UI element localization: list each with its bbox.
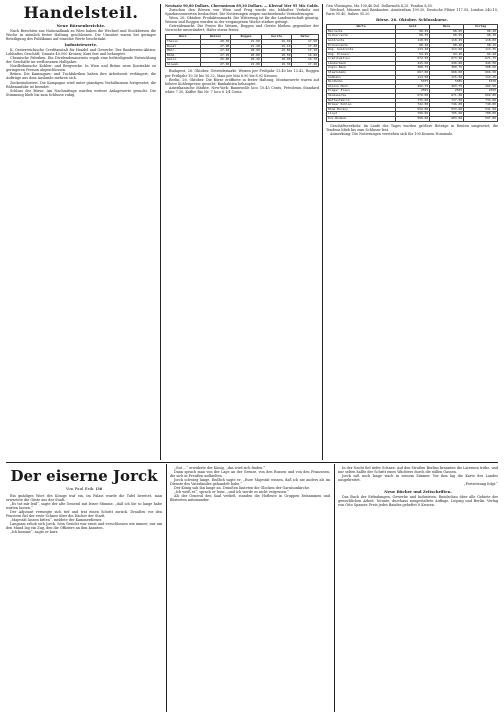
table-cell: Dux-Bodenb. (327, 117, 396, 122)
table-cell: Mähr. (166, 49, 201, 54)
table-cell: 669.00 (464, 94, 498, 99)
table-cell: 446.00 (430, 61, 464, 66)
table-cell: 2565 (430, 89, 464, 94)
paragraph: Geschäftsverkehr. Im Laufe des Tages wurden größere Beträge in Renten umgesetzt; die Tendenz blieb bis zum Schlusse fest. (326, 123, 498, 132)
paragraph: Nach Berichten aus Nationalbank zu Wien haben die Wechsel und Stockbörsen die Woche in ziemlich fester Haltung geschlossen. Die Umsätze waren bei geringer Beteiligung des Publikums auf einzelne Werte beschränkt. (6, 29, 156, 42)
table-cell: 118.25 (430, 38, 464, 43)
table-cell: Banat (166, 44, 201, 49)
table-header-cell: Weizen (200, 35, 231, 40)
table-cell: 17.10 (292, 49, 319, 54)
table-cell: 98.40 (430, 43, 464, 48)
table-cell: Lloyd (327, 112, 396, 117)
table-row (166, 62, 319, 67)
table-cell: 118.05 (396, 38, 430, 43)
table-cell: Ung. Kronenr. (327, 52, 396, 57)
feuilleton-column-3 (338, 466, 498, 712)
table-cell: 98.65 (430, 29, 464, 34)
table-cell: 118.00 (464, 38, 498, 43)
paragraph: Amerikanische Märkte. New-York: Baumwolle loco 10.45 Cents, Petroleum Standard white 7.30, Kaffee Rio Nr. 7 loco 6 1/4 Cents. (165, 85, 319, 94)
table-cell: 493.75 (430, 84, 464, 89)
table-cell: 115.50 (430, 75, 464, 80)
table-cell: 19.10 (261, 44, 292, 49)
paragraph: Budapest, 26. Oktober. Getreidemarkt. Weizen per Frühjahr 13.40 bis 13.42, Roggen per Frühjahr 10.30 bis 10.32, Mais per Mai 8.90 bis 8.92 Kronen. (165, 69, 319, 78)
paragraph: Das Buch der Erfindungen, Gewerbe und Industrien. Rundschau über alle Gebiete der gewerblichen Arbeit. Neunte, durchaus neugestaltete Auflage. Leipzig und Berlin. Verlag von Otto Spamer. Preis jedes Bandes geheftet 8 Kronen. (338, 495, 498, 508)
table-cell: 98.20 (396, 43, 430, 48)
paragraph: Jorck schwieg lange. Endlich sagte er: „Eure Majestät wissen, daß ich nie anders als im Dienste des Vaterlandes gehandelt habe.“ (170, 478, 330, 487)
table-cell: 94.25 (396, 52, 430, 57)
paragraph: „Majestät lassen bitten“, meldete der Kammerdiener. (10, 518, 102, 523)
subsection-heading: Industriewerte. (64, 42, 98, 48)
table-cell: 19.30 (261, 62, 292, 67)
table-cell: Slowak. (166, 62, 201, 67)
table-header-cell: Roggen (231, 35, 262, 40)
stock-exchange-table (326, 24, 498, 121)
story-author: Von Paul Erik. (36 (65, 486, 103, 491)
table-cell: 672.50 (396, 57, 430, 62)
table-cell: Brüxer Kohlen (327, 103, 396, 108)
table-cell: 98.45 (396, 29, 430, 34)
table-cell: 670.00 (396, 94, 430, 99)
table-cell: 113.35 (464, 48, 498, 53)
table-header-cell: Hafer (292, 35, 319, 40)
table-cell: 16.70 (292, 58, 319, 63)
table-cell: Südbahn (327, 75, 396, 80)
table-header-cell: Ware (430, 25, 464, 30)
table-cell: 671.00 (430, 94, 464, 99)
table-cell: Mairente (327, 29, 396, 34)
table-cell: 597.00 (464, 117, 498, 122)
paragraph: Der Adjutant verneigte sich tief und trat einen Schritt zurück. Draußen vor den Fenstern fiel der erste Schnee über die Dächer der Stadt. (6, 510, 162, 519)
paragraph: Zwischen den Börsen von Wien und Prag wurde ein lebhafter Verkehr mit Sparkassenwerten beobachtet. Die Notierungen zeigen nachstehende Veränderungen: (165, 8, 319, 17)
table-cell: Skodawerke (327, 94, 396, 99)
paragraph: Langsam erhob sich Jorck. Sein Gesicht war ernst und verschlossen wie immer; nur um den Mund lag ein Zug, den die Offiziere an ihm kannten. (6, 522, 162, 531)
table-cell: 735.00 (396, 98, 430, 103)
table-cell: Waffenfabrik (327, 98, 396, 103)
table-header-cell: Ware (166, 35, 201, 40)
table-cell: 309.75 (430, 66, 464, 71)
table-cell: 667.00 (396, 71, 430, 76)
column-3 (326, 4, 498, 460)
table-cell: 98.40 (464, 29, 498, 34)
paragraph: „Gut ...“ erwiderte der König, „das wird sich finden.“ (174, 466, 266, 470)
column-divider (166, 464, 167, 712)
table-cell: 114.50 (396, 75, 430, 80)
table-cell: 113.60 (430, 48, 464, 53)
column-2 (165, 4, 319, 460)
table-cell: 20.40 (231, 58, 262, 63)
table-cell: Böhm. (166, 53, 201, 58)
story-part-number: (36 (95, 487, 103, 491)
paragraph: Wechsel, Münzen und Banknoten. Amsterdam 199.30, Deutsche Plätze 117.55, London 240.10, Paris 95.40, Italien 95.20. (326, 8, 498, 17)
table-cell: 98.30 (464, 34, 498, 39)
table-cell: 532.00 (396, 107, 430, 112)
story-title: Der eiserne Jorck (10, 467, 158, 485)
table-cell: 790.00 (396, 112, 430, 117)
table-cell: 746.00 (430, 103, 464, 108)
table-cell: 668.00 (430, 71, 464, 76)
table-cell: 2555 (396, 89, 430, 94)
table-cell: 94.20 (464, 52, 498, 57)
table-cell: 18.90 (261, 58, 292, 63)
section-title: Handelsteil. (23, 4, 139, 22)
subsection-heading: Neue Bücher und Zeitschriften. (384, 489, 452, 495)
table-cell: 19.80 (261, 49, 292, 54)
feuilleton-column-2 (170, 466, 330, 712)
table-cell: 17.30 (292, 44, 319, 49)
table-cell: 27.60 (200, 62, 231, 67)
table-cell: 17.50 (292, 39, 319, 44)
table-cell: 533.00 (430, 107, 464, 112)
table-cell: 742.00 (396, 103, 430, 108)
table-cell: 20.80 (231, 53, 262, 58)
table-cell: 5370 (464, 80, 498, 85)
table-cell: Ung. Goldrente (327, 48, 396, 53)
table-cell: 2550 (464, 89, 498, 94)
table-cell: 308.50 (464, 66, 498, 71)
table-cell: 19.50 (261, 53, 292, 58)
table-cell: 19.40 (261, 39, 292, 44)
feuilleton-column-1 (6, 466, 162, 712)
table-cell: 20.90 (231, 49, 262, 54)
table-cell: Theiss (166, 39, 201, 44)
paragraph: Brünn. Die Kammgarn- und Tuchfabriken haben ihre Arbeitszeit verlängert; die Aufträge aus dem Auslande mehren sich. (6, 72, 156, 81)
table-header-cell: Geld (396, 25, 430, 30)
table-cell: 114.25 (464, 75, 498, 80)
paragraph: Jorck saß noch lange wach in seinem Zimmer. Vor ihm lag die Karte des Landes ausgebreitet. (338, 474, 498, 483)
table-cell: 492.50 (464, 84, 498, 89)
table-cell: Prager Eisen (327, 89, 396, 94)
table-cell: 598.00 (396, 117, 430, 122)
table-header-cell: Vortag (464, 25, 498, 30)
table-cell: Creditaktien (327, 57, 396, 62)
table-cell: 788.00 (464, 112, 498, 117)
table-cell: 308.75 (396, 66, 430, 71)
table-cell: 26.80 (200, 58, 231, 63)
paragraph: Wien, 26. Oktober. Produktenmarkt. Die Witterung ist für die Landwirtschaft günstig. Weizen und Roggen wurden in der vergangenen Woche stärker gefragt. (165, 16, 319, 25)
paragraph: Der König sah ihn lange an. Draußen läuteten die Glocken der Garnisonkirche. (174, 486, 311, 491)
table-cell: 98.15 (464, 43, 498, 48)
paragraph: „Ich komme“, sagte er kurz. (10, 530, 59, 535)
table-cell: 666.50 (464, 71, 498, 76)
paragraph: Dann sprach man von der Lage an der Grenze, von den Russen und von den Franzosen, die sich in Preußen aufhielten. (170, 470, 330, 479)
table-cell: 16.90 (292, 53, 319, 58)
paragraph: Chemische Fabriken. Ein Dividendenausweis ergab eine befriedigende Entwicklung der Geschäfte im verflossenen Halbjahre. (6, 56, 156, 65)
column-1 (6, 4, 156, 460)
table-cell: 94.45 (430, 52, 464, 57)
table-cell: 27.40 (200, 49, 231, 54)
grain-price-table (165, 34, 319, 67)
table-cell: Kronenrente (327, 43, 396, 48)
table-cell: 492.75 (396, 84, 430, 89)
table-cell: 737.00 (430, 98, 464, 103)
feuilleton-divider (6, 462, 498, 463)
table-cell: 5385 (430, 80, 464, 85)
table-row (327, 117, 498, 122)
paragraph: Nordböhmische Kohlen- und Bergwerke. In Wien und Brünn neue Kontrakte zu geringeren Preisen abgeschlossen. (6, 64, 156, 73)
paragraph: Zuckerindustrie. Die Kampagne wird unter günstigen Verhältnissen fortgesetzt; die Rübenanfuhr ist beendet. (6, 80, 156, 89)
paragraph: Neutsatz 90,80 Dollars. Cheemstrom 89,30 Dollars. — Kleeraf Mer 95 Mic Golds. (165, 4, 319, 8)
table-cell: 21.00 (231, 62, 262, 67)
table-cell: 740.00 (464, 103, 498, 108)
table-cell: 21.20 (231, 44, 262, 49)
table-cell: 98.55 (430, 34, 464, 39)
table-cell: 113.40 (396, 48, 430, 53)
table-cell: Anglo-Bank (327, 66, 396, 71)
table-cell: 603.00 (430, 117, 464, 122)
paragraph: In der Nacht fiel tiefer Schnee. Auf den Straßen Berlins brannten die Laternen trübe, und nur selten hallte der Schritt eines Wächters durch die stillen Gassen. (338, 466, 498, 475)
paragraph: „Es tut mir leid“, sagte der alte General mit leiser Stimme, „daß ich Sie so lange habe warten lassen.“ (6, 502, 162, 511)
newspaper-page (6, 4, 498, 712)
table-cell: Galiz. (166, 58, 201, 63)
paragraph: „Ich weiß es“, sprach er leise, „und ich werde es nicht vergessen.“ (174, 490, 289, 495)
paragraph: Als der General den Saal verließ, standen die Hofleute in Gruppen beisammen und flüsterten miteinander. (170, 494, 330, 503)
column-divider (160, 4, 161, 460)
table-cell: 98.35 (396, 34, 430, 39)
table-cell: Rima-Murány (327, 107, 396, 112)
paragraph: Schluss der Börse: Am Nachmittage wurden weitere Anlagewerte gesucht. Die Stimmung blieb bis zum Schlusse ruhig. (6, 88, 156, 97)
section-subtitle: Neue Börsenberichte. (56, 23, 106, 28)
table-cell: 27.20 (200, 53, 231, 58)
column-divider (322, 4, 323, 460)
table-cell: Silberrente (327, 34, 396, 39)
paragraph: Getreidemarkt. Die Preise für Weizen, Roggen und Gerste bleiben gegenüber der Vorwoche unverändert; Hafer etwas fester. (165, 24, 319, 33)
table-cell: 531.50 (464, 107, 498, 112)
table-cell: 17.20 (292, 62, 319, 67)
table-cell: Staatsbahn (327, 71, 396, 76)
paragraph: Berlin, 26. Oktober. Die Börse eröffnete in fester Haltung. Montanwerte waren auf höhere Kohlenpreise gesucht; Bankaktien behauptet. (165, 77, 319, 86)
table-cell: 444.50 (464, 61, 498, 66)
table-cell: 28.30 (200, 39, 231, 44)
table-cell: Nordbahn (327, 80, 396, 85)
table-cell: 671.75 (464, 57, 498, 62)
column-divider (334, 464, 335, 712)
table-cell: Alpine Mont. (327, 84, 396, 89)
table-cell: 795.00 (430, 112, 464, 117)
table-cell: 5375 (396, 80, 430, 85)
table-cell: 445.00 (396, 61, 430, 66)
table-cell: Länderbank (327, 61, 396, 66)
subsection-heading: Börse. 26. Oktober. Schlusskurse. (375, 17, 449, 23)
paragraph: Ein gnädiges Wort des Königs traf ein, im Palast wurde die Tafel bereitet, man erwartete die Gäste aus der Stadt. (6, 494, 162, 503)
paragraph: Gen Vlissingen, Ma 100,46 Dol. Dollarnoth 4,25. Fondon 8,55. (326, 4, 433, 8)
table-header-cell: Werte (327, 25, 396, 30)
paragraph: K. Oesterreichische Creditanstalt für Handel und Gewerbe. Der Bankverein-Aktien: Lebhaftes Geschäft; Umsatz 40.000 Kronen; Kurs fest und behauptet. (6, 48, 156, 57)
table-cell: 21.60 (231, 39, 262, 44)
table-cell: 734.00 (464, 98, 498, 103)
table-cell: 673.50 (430, 57, 464, 62)
table-cell: 27.90 (200, 44, 231, 49)
table-cell: Goldrente (327, 38, 396, 43)
paragraph: „Fortsetzung folgt.“ (463, 482, 498, 487)
table-header-cell: Gerste (261, 35, 292, 40)
paragraph: Anmerkung: Die Notierungen verstehen sich für 100 Kronen Nominale. (330, 131, 454, 136)
